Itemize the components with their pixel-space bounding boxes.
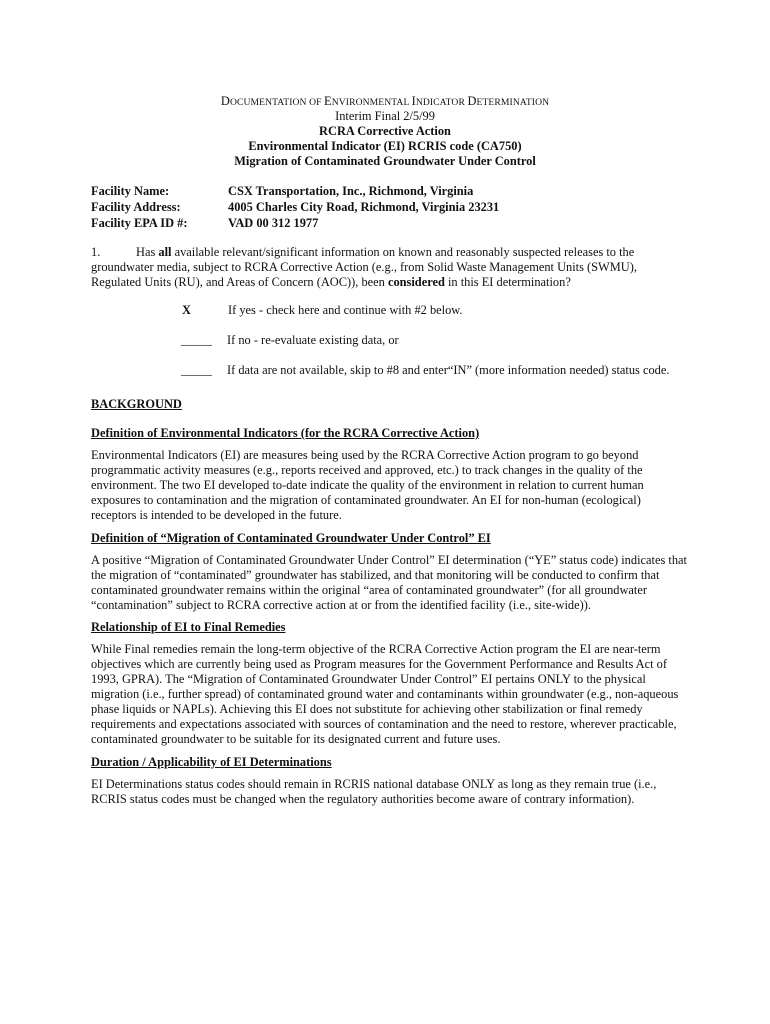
definition-migration-heading: Definition of “Migration of Contaminated Groundwater Under Control” EI xyxy=(91,531,491,545)
question-1: 1. Has all available relevant/significant information on known and reasonably suspected releases to the groundwater media, subject to RCRA Corrective Action (e.g., from Solid Waste Management Units (SWMU), Regulated Units (RU), and Areas of Concern (AOC)), been considered in this EI determination? xyxy=(91,245,637,289)
option-yes xyxy=(181,303,463,318)
facility-name-row xyxy=(91,183,499,199)
document-header xyxy=(0,94,770,169)
duration-text: EI Determinations status codes should remain in RCRIS national database ONLY as long as they remain true (i.e., RCRIS status codes must be changed when the regulatory authorities become aware of contrary information). xyxy=(91,777,657,806)
facility-epa-row xyxy=(91,215,499,231)
option-yes-text: If yes - check here and continue with #2 below. xyxy=(228,303,463,317)
definition-migration-text: A positive “Migration of Contaminated Groundwater Under Control” EI determination (“YE” status code) indicates that the migration of “contaminated” groundwater has stabilized, and that monitoring will be conducted to confirm that contaminated groundwater remains within the original “area of contaminated groundwater” (for all groundwater “contamination” subject to RCRA corrective action at or from the identified facility (i.e., site-wide)). xyxy=(91,553,687,612)
question-number: 1. xyxy=(91,245,101,259)
facility-address-row xyxy=(91,199,499,215)
document-subject: Migration of Contaminated Groundwater Under Control xyxy=(234,154,536,168)
facility-address-label: Facility Address: xyxy=(91,200,181,214)
facility-name-value: CSX Transportation, Inc., Richmond, Virginia xyxy=(228,184,474,198)
facility-name-label: Facility Name: xyxy=(91,184,170,198)
definition-ei-heading: Definition of Environmental Indicators (for the RCRA Corrective Action) xyxy=(91,426,480,440)
relationship-heading: Relationship of EI to Final Remedies xyxy=(91,620,286,634)
facility-epa-label: Facility EPA ID #: xyxy=(91,216,188,230)
duration-heading: Duration / Applicability of EI Determinations xyxy=(91,755,332,769)
option-no-blank: _____ xyxy=(181,333,212,347)
document-version: Interim Final 2/5/99 xyxy=(335,109,435,123)
relationship-text: While Final remedies remain the long-term objective of the RCRA Corrective Action program the EI are near-term objectives which are currently being used as Program measures for the Government Performance and Results Act of 1993, GPRA). The “Migration of Contaminated Groundwater Under Control” EI pertains ONLY to the physical migration (i.e., further spread) of contaminated ground water and contaminants within groundwater (e.g., non-aqueous phase liquids or NAPLs). Achieving this EI does not substitute for achieving other stabilization or final remedy requirements and expectations associated with sources of contamination and the need to restore, wherever practicable, contaminated groundwater to be suitable for its designated current and future uses. xyxy=(91,642,679,746)
facility-address-value: 4005 Charles City Road, Richmond, Virginia 23231 xyxy=(228,200,500,214)
option-unavailable xyxy=(181,363,669,378)
facility-epa-value: VAD 00 312 1977 xyxy=(228,216,319,230)
background-heading: BACKGROUND xyxy=(91,397,182,411)
definition-ei-text: Environmental Indicators (EI) are measures being used by the RCRA Corrective Action program to go beyond programmatic activity measures (e.g., reports received and approved, etc.) to track changes in the quality of the environment. The two EI developed to-date indicate the quality of the environment in relation to current human exposures to contamination and the migration of contaminated groundwater. An EI for non-human (ecological) receptors is intended to be developed in the future. xyxy=(91,448,644,522)
rcris-code: Environmental Indicator (EI) RCRIS code (CA750) xyxy=(248,139,522,153)
option-unavailable-blank: _____ xyxy=(181,363,212,377)
option-yes-checkmark: X xyxy=(182,303,191,317)
document-title: DOCUMENTATION OF ENVIRONMENTAL INDICATOR DETERMINATION xyxy=(220,94,550,108)
program-name: RCRA Corrective Action xyxy=(319,124,451,138)
option-unavailable-text: If data are not available, skip to #8 and enter“IN” (more information needed) status code. xyxy=(227,363,670,377)
option-no xyxy=(181,333,399,348)
facility-info xyxy=(91,183,499,231)
option-no-text: If no - re-evaluate existing data, or xyxy=(227,333,399,347)
